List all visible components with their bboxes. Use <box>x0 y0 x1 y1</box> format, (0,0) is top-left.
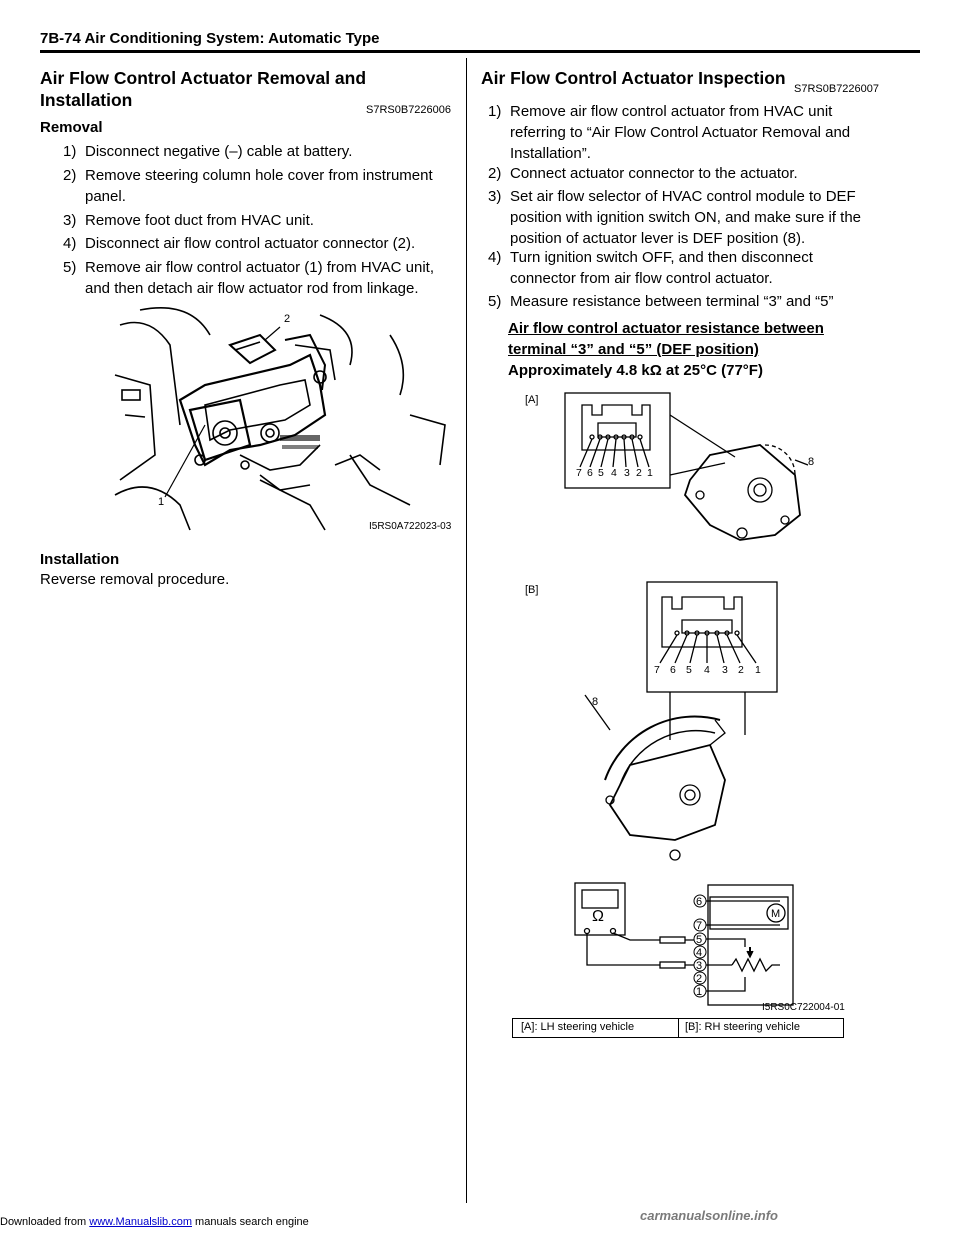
inspection-step-4: 4) Turn ignition switch OFF, and then disconnect connector from air flow control actuator. <box>488 249 813 287</box>
inspection-step-3: 3) Set air flow selector of HVAC control module to DEF position with ignition switch ON, and make sure if the position of actuator lever is DEF position (8). <box>488 188 861 247</box>
terminal-6: 6 <box>696 896 703 908</box>
motor-symbol: M <box>771 908 781 920</box>
footer-prefix: Downloaded from <box>0 1216 90 1228</box>
pin-a-6: 6 <box>587 467 593 479</box>
figure-legend <box>512 1018 844 1038</box>
page-header-title: 7B-74 Air Conditioning System: Automatic Type <box>40 30 380 47</box>
pin-b-1: 1 <box>755 664 761 676</box>
label-8-b: 8 <box>592 696 599 708</box>
terminal-2: 2 <box>696 973 703 985</box>
removal-heading: Removal <box>40 119 103 136</box>
label-a: [A] <box>525 394 539 406</box>
column-divider <box>466 58 467 1203</box>
actuator-installed-illustration <box>110 305 455 535</box>
legend-separator <box>678 1019 679 1037</box>
installation-text: Reverse removal procedure. <box>40 571 230 588</box>
header-rule <box>40 50 920 53</box>
ohm-symbol: Ω <box>592 908 604 925</box>
pin-b-4: 4 <box>704 664 710 676</box>
pin-a-2: 2 <box>636 467 642 479</box>
manualslib-link[interactable]: www.Manualslib.com <box>89 1216 192 1228</box>
legend-a: [A]: LH steering vehicle <box>521 1021 635 1033</box>
spec-heading-line1: Air flow control actuator resistance between <box>508 320 824 337</box>
installation-heading: Installation <box>40 551 120 568</box>
terminal-1: 1 <box>696 986 703 998</box>
inspection-section-title: Air Flow Control Actuator Inspection <box>481 68 786 88</box>
watermark: carmanualsonline.info <box>640 1208 778 1223</box>
pin-a-1: 1 <box>647 467 653 479</box>
removal-step-2: 2) Remove steering column hole cover from instrument panel. <box>63 167 433 205</box>
removal-step-5: 5) Remove air flow control actuator (1) from HVAC unit, and then detach air flow actuator rod from linkage. <box>63 259 435 297</box>
inspection-step-1: 1) Remove air flow control actuator from HVAC unit referring to “Air Flow Control Actuator Removal and Installation”. <box>488 103 851 162</box>
pin-b-5: 5 <box>686 664 692 676</box>
removal-section-title-line2: Installation <box>40 90 133 110</box>
actuator-inspection-illustration <box>510 385 850 1015</box>
spec-heading-line2: terminal “3” and “5” (DEF position) <box>508 341 759 358</box>
pin-b-2: 2 <box>738 664 744 676</box>
download-footer <box>0 1216 309 1228</box>
left-figure-code: I5RS0A722023-03 <box>369 521 452 532</box>
footer-suffix: manuals search engine <box>191 1216 309 1228</box>
terminal-4: 4 <box>696 947 703 959</box>
pin-a-7: 7 <box>576 467 582 479</box>
pin-b-6: 6 <box>670 664 676 676</box>
inspection-section-code: S7RS0B7226007 <box>794 83 880 95</box>
callout-2: 2 <box>284 313 291 325</box>
spec-value: Approximately 4.8 kΩ at 25°C (77°F) <box>508 362 763 379</box>
pin-a-4: 4 <box>611 467 617 479</box>
terminal-7: 7 <box>696 920 703 932</box>
removal-section-code: S7RS0B7226006 <box>366 104 452 116</box>
label-8-a: 8 <box>808 456 815 468</box>
callout-1: 1 <box>158 496 165 508</box>
terminal-3: 3 <box>696 960 703 972</box>
removal-section-title-line1: Air Flow Control Actuator Removal and <box>40 68 367 88</box>
pin-a-5: 5 <box>598 467 604 479</box>
label-b: [B] <box>525 584 539 596</box>
pin-b-7: 7 <box>654 664 660 676</box>
legend-b: [B]: RH steering vehicle <box>685 1021 800 1033</box>
pin-a-3: 3 <box>624 467 630 479</box>
pin-b-3: 3 <box>722 664 728 676</box>
right-figure-code: I5RS0C722004-01 <box>762 1002 845 1013</box>
terminal-5: 5 <box>696 934 703 946</box>
